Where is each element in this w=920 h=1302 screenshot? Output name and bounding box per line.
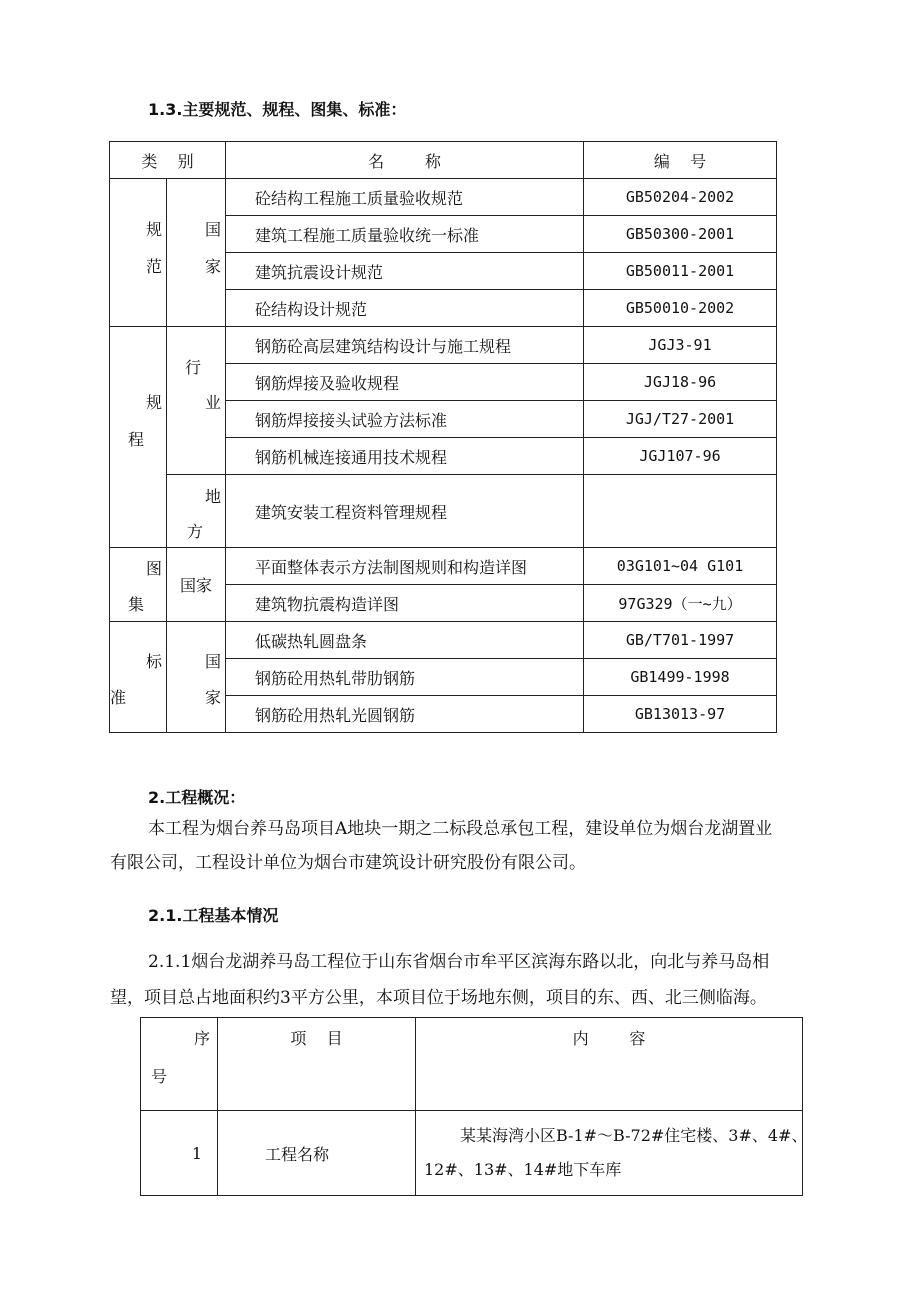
paragraph-line: 本工程为烟台养马岛项目A地块一期之二标段总承包工程，建设单位为烟台龙湖置业 xyxy=(148,819,773,839)
category-char: 程 xyxy=(128,430,145,449)
table-header-row xyxy=(141,1018,803,1111)
category-char: 准 xyxy=(110,688,127,707)
standard-name: 砼结构工程施工质量验收规范 xyxy=(226,179,584,216)
standard-name: 钢筋砼高层建筑结构设计与施工规程 xyxy=(226,327,584,364)
standard-number: GB50010-2002 xyxy=(584,290,777,327)
standard-number: 97G329（一~九） xyxy=(584,585,777,622)
subcategory-char: 国 xyxy=(205,220,222,239)
header-number: 编 号 xyxy=(584,142,777,179)
standard-name: 平面整体表示方法制图规则和构造详图 xyxy=(226,548,584,585)
subcategory-national xyxy=(167,622,226,733)
table-row xyxy=(110,327,777,364)
subcategory-char: 家 xyxy=(205,257,222,276)
standards-table xyxy=(109,141,777,733)
row-content-line: 某某海湾小区B-1#～B-72#住宅楼、3#、4#、 xyxy=(460,1126,808,1145)
paragraph-line: 有限公司，工程设计单位为烟台市建筑设计研究股份有限公司。 xyxy=(110,853,586,873)
category-char: 规 xyxy=(146,220,163,239)
subcategory-char: 地 xyxy=(205,487,222,506)
standard-name: 建筑工程施工质量验收统一标准 xyxy=(226,216,584,253)
subcategory-char: 方 xyxy=(187,522,204,541)
standard-name: 建筑抗震设计规范 xyxy=(226,253,584,290)
table-row xyxy=(110,622,777,659)
standard-number xyxy=(584,475,777,548)
standard-name: 建筑物抗震构造详图 xyxy=(226,585,584,622)
category-char: 集 xyxy=(128,595,145,614)
row-content xyxy=(416,1111,808,1196)
subcategory-char: 国 xyxy=(205,652,222,671)
category-char: 范 xyxy=(146,257,163,276)
row-content-line: 12#、13#、14#地下车库 xyxy=(424,1160,622,1179)
category-char: 标 xyxy=(146,652,163,671)
header-seq-char: 序 xyxy=(194,1029,211,1048)
table-row xyxy=(110,475,777,548)
subcategory-char: 行 xyxy=(185,358,202,377)
header-name: 名 称 xyxy=(226,142,584,179)
table-row xyxy=(141,1111,803,1196)
table-row xyxy=(110,179,777,216)
standard-number: JGJ107-96 xyxy=(584,438,777,475)
standard-number: GB/T701-1997 xyxy=(584,622,777,659)
standard-number: GB50011-2001 xyxy=(584,253,777,290)
standard-number: JGJ/T27-2001 xyxy=(584,401,777,438)
paragraph-line: 望，项目总占地面积约3平方公里，本项目位于场地东侧，项目的东、西、北三侧临海。 xyxy=(110,988,767,1008)
standard-name: 钢筋焊接接头试验方法标准 xyxy=(226,401,584,438)
standard-name: 钢筋砼用热轧带肋钢筋 xyxy=(226,659,584,696)
standard-number: GB50204-2002 xyxy=(584,179,777,216)
subcategory-char: 家 xyxy=(205,688,222,707)
table-header-row xyxy=(110,142,777,179)
standard-number: JGJ18-96 xyxy=(584,364,777,401)
subcategory-industry xyxy=(167,327,226,475)
standard-name: 低碳热轧圆盘条 xyxy=(226,622,584,659)
header-seq xyxy=(141,1018,218,1111)
category-char: 规 xyxy=(146,393,163,412)
standard-name: 建筑安装工程资料管理规程 xyxy=(226,475,584,548)
standard-number: JGJ3-91 xyxy=(584,327,777,364)
category-tuji xyxy=(110,548,167,622)
section-heading-2-1: 2.1.工程基本情况 xyxy=(148,906,279,925)
category-biaozhun xyxy=(110,622,167,733)
header-item: 项 目 xyxy=(218,1018,416,1111)
header-seq-char: 号 xyxy=(151,1067,168,1086)
standard-name: 砼结构设计规范 xyxy=(226,290,584,327)
header-content: 内 容 xyxy=(416,1018,803,1111)
category-guifan xyxy=(110,179,167,327)
section-heading-2: 2.工程概况： xyxy=(148,788,246,807)
subcategory-national: 国家 xyxy=(167,548,226,622)
paragraph-line: 2.1.1烟台龙湖养马岛工程位于山东省烟台市牟平区滨海东路以北，向北与养马岛相 xyxy=(148,952,770,972)
standard-number: GB1499-1998 xyxy=(584,659,777,696)
section-heading-1-3: 1.3.主要规范、规程、图集、标准： xyxy=(148,100,407,119)
subcategory-national xyxy=(167,179,226,327)
table-row xyxy=(110,548,777,585)
standard-number: 03G101~04 G101 xyxy=(584,548,777,585)
standard-name: 钢筋机械连接通用技术规程 xyxy=(226,438,584,475)
row-item: 工程名称 xyxy=(218,1111,416,1196)
standard-name: 钢筋焊接及验收规程 xyxy=(226,364,584,401)
standard-name: 钢筋砼用热轧光圆钢筋 xyxy=(226,696,584,733)
subcategory-char: 业 xyxy=(205,393,222,412)
project-info-table xyxy=(140,1017,808,1196)
category-char: 图 xyxy=(146,559,163,578)
header-category: 类 别 xyxy=(110,142,226,179)
subcategory-local xyxy=(167,475,226,548)
standard-number: GB13013-97 xyxy=(584,696,777,733)
row-seq: 1 xyxy=(141,1111,218,1196)
standard-number: GB50300-2001 xyxy=(584,216,777,253)
category-guicheng xyxy=(110,327,167,548)
